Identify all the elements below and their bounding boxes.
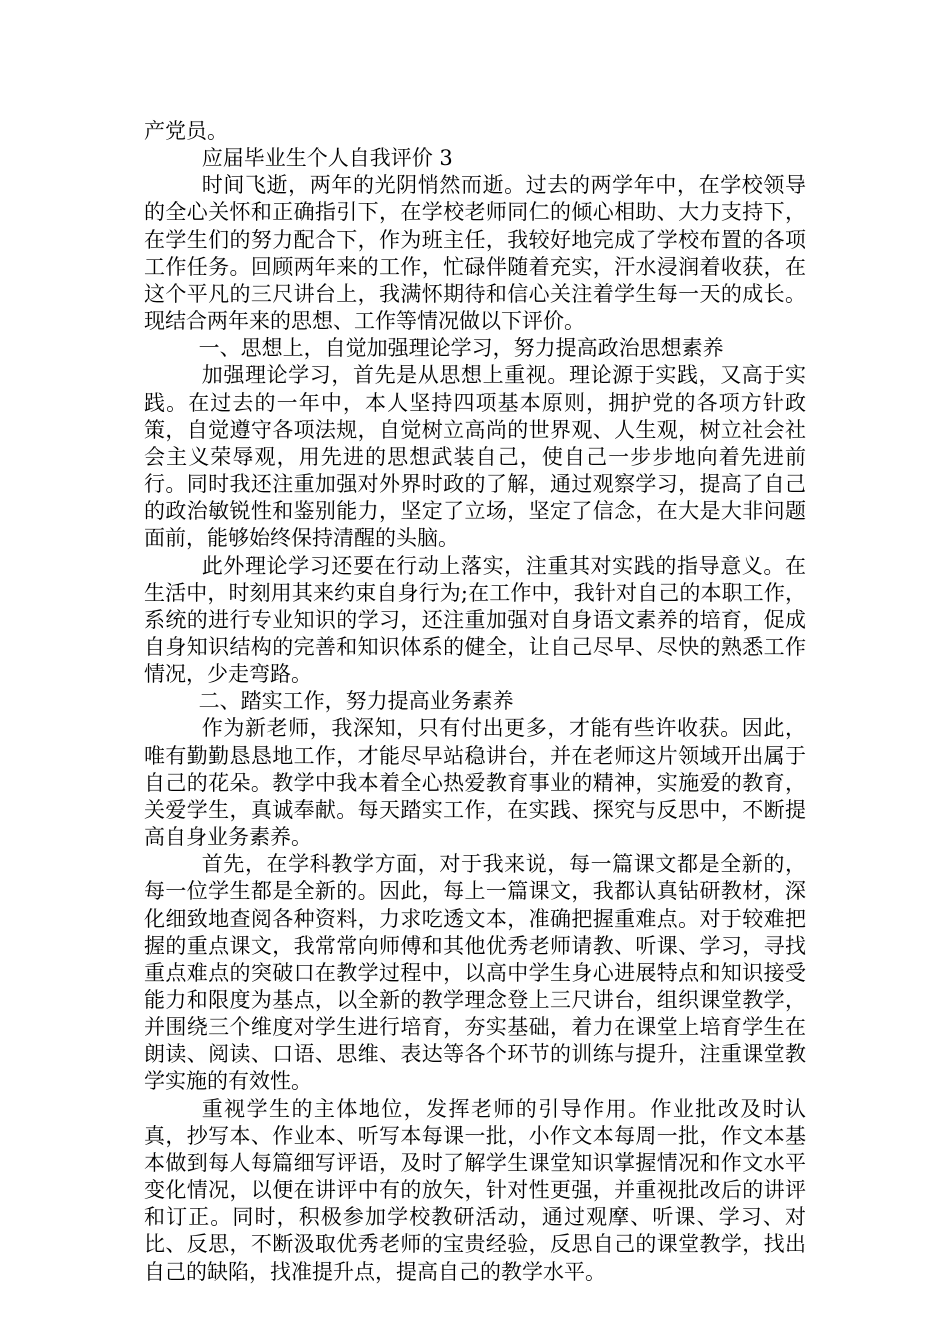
document-body bbox=[144, 118, 806, 1286]
paragraph: 加强理论学习，首先是从思想上重视。理论源于实践，又高于实践。在过去的一年中，本人坚持四项基本原则，拥护党的各项方针政策，自觉遵守各项法规，自觉树立高尚的世界观、人生观，树立社会社会主义荣辱观，用先进的思想武装自己，使自己一步步地向着先进前行。同时我还注重加强对外界时政的了解，通过观察学习，提高了自己的政治敏锐性和鉴别能力，坚定了立场，坚定了信念，在大是大非问题面前，能够始终保持清醒的头脑。 bbox=[144, 363, 806, 551]
section-heading: 一、思想上，自觉加强理论学习，努力提高政治思想素养 bbox=[198, 336, 724, 361]
paragraph: 重视学生的主体地位，发挥老师的引导作用。作业批改及时认真，抄写本、作业本、听写本每课一批，小作文本每周一批，作文本基本做到每人每篇细写评语，及时了解学生课堂知识掌握情况和作文水平变化情况，以便在讲评中有的放矢，针对性更强，并重视批改后的讲评和订正。同时，积极参加学校教研活动，通过观摩、听课、学习、对比、反思，不断汲取优秀老师的宝贵经验，反思自己的课堂教学，找出自己的缺陷，找准提升点，提高自己的教学水平。 bbox=[144, 1096, 806, 1284]
paragraph-continuation: 产党员。 bbox=[144, 119, 228, 143]
paragraph: 时间飞逝，两年的光阴悄然而逝。过去的两学年中，在学校领导的全心关怀和正确指引下，在学校老师同仁的倾心相助、大力支持下，在学生们的努力配合下，作为班主任，我较好地完成了学校布置的各项工作任务。回顾两年来的工作，忙碌伴随着充实，汗水浸润着收获，在这个平凡的三尺讲台上，我满怀期待和信心关注着学生每一天的成长。现结合两年来的思想、工作等情况做以下评价。 bbox=[144, 173, 806, 334]
section-heading: 二、踏实工作，努力提高业务素养 bbox=[198, 689, 514, 714]
paragraph: 此外理论学习还要在行动上落实，注重其对实践的指导意义。在生活中，时刻用其来约束自身行为;在工作中，我针对自己的本职工作，系统的进行专业知识的学习，还注重加强对自身语文素养的培育，促成自身知识结构的完善和知识体系的健全，让自己尽早、尽快的熟悉工作情况，少走弯路。 bbox=[144, 553, 806, 687]
paragraph: 首先，在学科教学方面，对于我来说，每一篇课文都是全新的，每一位学生都是全新的。因此，每上一篇课文，我都认真钻研教材，深化细致地查阅各种资料，力求吃透文本，准确把握重难点。对于较难把握的重点课文，我常常向师傅和其他优秀老师请教、听课、学习，寻找重点难点的突破口在教学过程中，以高中学生身心进展特点和知识接受能力和限度为基点，以全新的教学理念登上三尺讲台，组织课堂教学，并围绕三个维度对学生进行培育，夯实基础，着力在课堂上培育学生在朗读、阅读、口语、思维、表达等各个环节的训练与提升，注重课堂教学实施的有效性。 bbox=[144, 852, 806, 1094]
document-heading: 应届毕业生个人自我评价 3 bbox=[201, 146, 453, 171]
paragraph: 作为新老师，我深知，只有付出更多，才能有些许收获。因此，唯有勤勤恳恳地工作，才能尽早站稳讲台，并在老师这片领域开出属于自己的花朵。教学中我本着全心热爱教育事业的精神，实施爱的教育，关爱学生，真诚奉献。每天踏实工作，在实践、探究与反思中，不断提高自身业务素养。 bbox=[144, 716, 806, 850]
